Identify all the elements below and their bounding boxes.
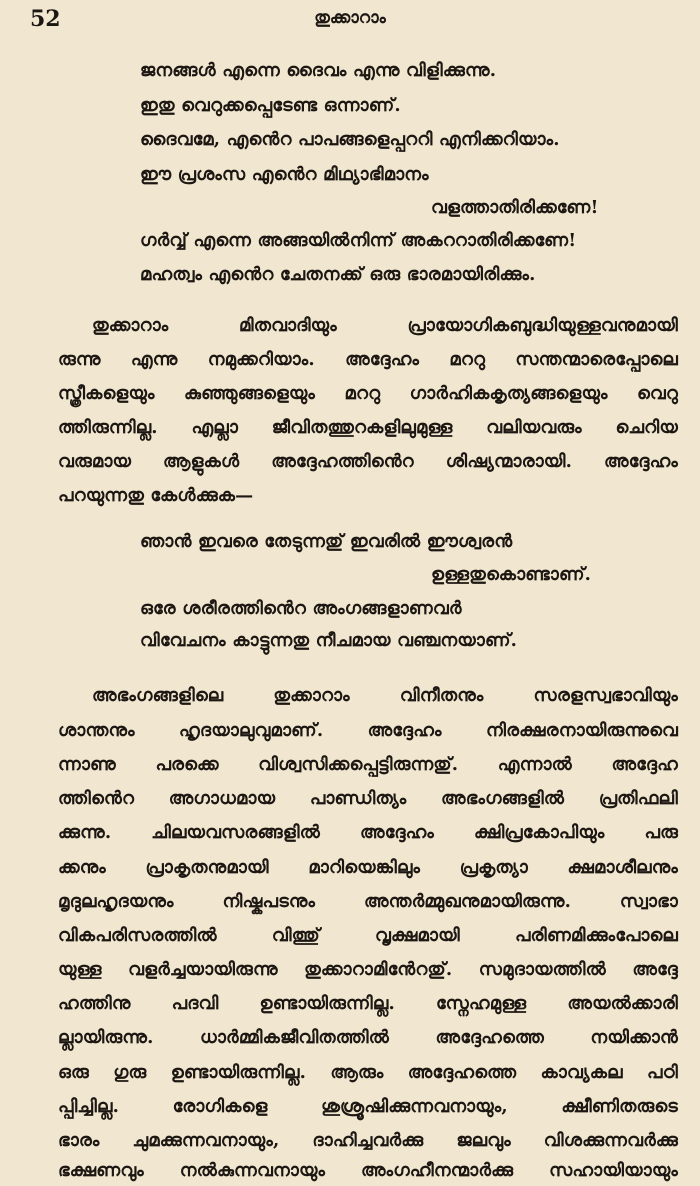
paragraph-line: ഭക്ഷണവും നൽകുന്നവനായും അംഗഹീനന്മാർക്കു സഹായിയായും — [58, 1160, 678, 1181]
verse-line: വിവേചനം കാട്ടുന്നതു നീചമായ വഞ്ചനയാണ്. — [140, 630, 518, 651]
paragraph-line: മൃദുലഹൃദയനും നിഷ്കപടനും അന്തർമ്മുഖനുമായിരുന്നു. സ്വാഭാ — [58, 891, 678, 912]
paragraph-line: ക്കനും പ്രാകൃതനുമായി മാറിയെങ്കിലും പ്രകൃത്യാ ക്ഷമാശീലനും — [58, 857, 678, 878]
paragraph-line: ഭാരം ചുമക്കുന്നവനായും, ദാഹിച്ചവർക്കു ജലവും വിശക്കുന്നവർക്കു — [58, 1130, 678, 1151]
paragraph-line: ഹത്തിനു പദവി ഉണ്ടായിരുന്നില്ല. സ്നേഹമുള്ള അയൽക്കാരി — [58, 993, 678, 1014]
paragraph-line: ഒരു ഗുരു ഉണ്ടായിരുന്നില്ല. ആരും അദ്ദേഹത്തെ കാവ്യകല പഠി — [58, 1062, 678, 1083]
verse-line: ഞാൻ ഇവരെ തേടുന്നതു് ഇവരിൽ ഈശ്വരൻ — [140, 531, 513, 552]
verse-line: ദൈവമേ, എൻെറ പാപങ്ങളെപ്പററി എനിക്കറിയാം. — [140, 129, 560, 150]
paragraph-line: ന്നാണു പരക്കെ വിശ്വസിക്കപ്പെട്ടിരുന്നതു്. എന്നാൽ അദ്ദേഹ — [58, 754, 678, 775]
paragraph-line: വരുമായ ആളുകൾ അദ്ദേഹത്തിൻെറ ശിഷ്യന്മാരായി. അദ്ദേഹം — [58, 451, 678, 472]
paragraph-line: രുന്നു എന്നു നമുക്കറിയാം. അദ്ദേഹം മററു സന്തന്മാരെപ്പോലെ — [58, 349, 678, 370]
paragraph-line: ത്തിരുന്നില്ല. എല്ലാ ജീവിതത്തുറകളിലുമുള്ള വലിയവരും ചെറിയ — [58, 417, 678, 438]
paragraph-line: ത്തിൻെറ അഗാധമായ പാണ്ഡിത്യം അഭംഗങ്ങളിൽ പ്രതിഫലി — [58, 788, 678, 809]
paragraph-line: ക്കുന്നു. ചിലയവസരങ്ങളിൽ അദ്ദേഹം ക്ഷിപ്രകോപിയും പരു — [58, 822, 678, 843]
paragraph-line: ശാന്തനും ഹൃദയാലുവുമാണ്. അദ്ദേഹം നിരക്ഷരനായിരുന്നുവെ — [58, 720, 678, 741]
verse-line: ഒരേ ശരീരത്തിൻെറ അംഗങ്ങളാണവർ — [140, 598, 462, 619]
verse-line: ഗർവ്വ് എന്നെ അങ്ങയിൽനിന്ന് അകററാതിരിക്കണേ! — [140, 230, 577, 251]
verse-line: ജനങ്ങൾ എന്നെ ദൈവം എന്നു വിളിക്കുന്നു. — [140, 60, 497, 81]
paragraph-line: യുള്ള വളർച്ചയായിരുന്നു തുക്കാറാമിൻേറതു്. സമുദായത്തിൽ അദ്ദേ — [58, 959, 678, 980]
verse-line: ഈ പ്രശംസ എൻെറ മിഥ്യാഭിമാനം — [140, 164, 429, 185]
paragraph-line: പ്പിച്ചില്ല. രോഗികളെ ശുശ്രൂഷിക്കുന്നവനായും, ക്ഷീണിതരുടെ — [58, 1096, 678, 1117]
verse-line: മഹത്വം എൻെറ ചേതനക്ക് ഒരു ഭാരമായിരിക്കും. — [140, 264, 536, 285]
paragraph-line: തുക്കാറാം മിതവാദിയും പ്രായോഗികബുദ്ധിയുള്ളവനുമായി — [92, 315, 678, 336]
verse-line: വളത്താതിരിക്കണേ! — [431, 197, 599, 218]
paragraph-line: അഭംഗങ്ങളിലെ തുക്കാറാം വിനീതനും സരളസ്വഭാവിയും — [92, 685, 678, 706]
paragraph-line: പറയുന്നതു കേൾക്കുക— — [58, 485, 254, 506]
paragraph-line: വികപരിസരത്തിൽ വിത്തു് വൃക്ഷമായി പരിണമിക്കുംപോലെ — [58, 925, 678, 946]
running-title: തുക്കാറാം — [314, 8, 386, 28]
verse-line: ഉള്ളതുകൊണ്ടാണ്. — [431, 564, 592, 585]
paragraph-line: ല്ലായിരുന്നു. ധാർമ്മികജീവിതത്തിൽ അദ്ദേഹത്തെ നയിക്കാൻ — [58, 1027, 678, 1048]
paragraph-line: സ്ത്രീകളെയും കുഞ്ഞുങ്ങളെയും മററു ഗാർഹികകൃത്യങ്ങളെയും വെറു — [58, 383, 678, 404]
verse-line: ഇതു വെറുക്കപ്പെടേണ്ട ഒന്നാണ്. — [140, 95, 401, 116]
page-number: 52 — [30, 6, 61, 32]
